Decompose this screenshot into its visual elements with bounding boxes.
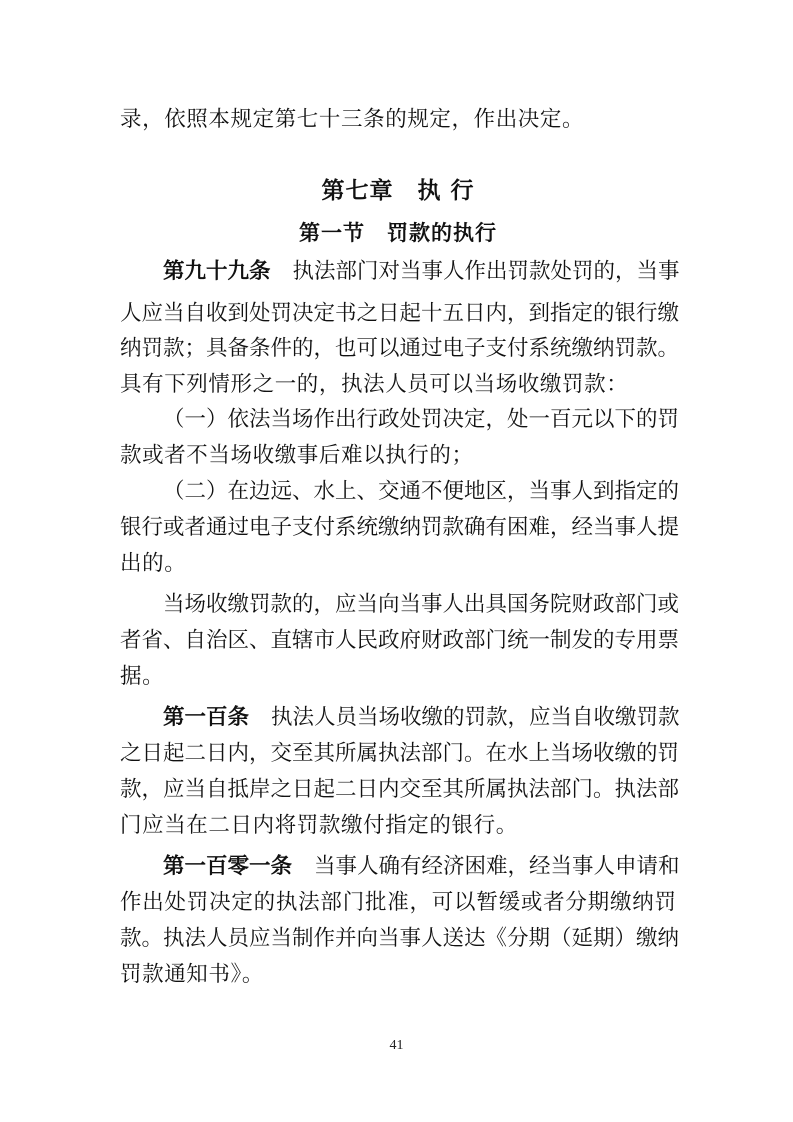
article-101-line-1	[120, 852, 680, 882]
article-100-text: 执法人员当场收缴的罚款，应当自收缴罚款	[271, 705, 680, 730]
article-99-paragraph-2-line-2: 者省、自治区、直辖市人民政府财政部门统一制发的专用票	[120, 628, 680, 653]
article-99-item-2-line-2: 银行或者通过电子支付系统缴纳罚款确有困难，经当事人提	[120, 515, 680, 540]
article-99-text: 执法部门对当事人作出罚款处罚的，当事	[292, 259, 680, 284]
article-100-line-3: 款，应当自抵岸之日起二日内交至其所属执法部门。执法部	[120, 777, 680, 802]
article-99-paragraph-2-line-1: 当场收缴罚款的，应当向当事人出具国务院财政部门或	[163, 592, 680, 617]
article-99-line-4: 具有下列情形之一的，执法人员可以当场收缴罚款：	[120, 372, 629, 397]
article-99-line-3: 纳罚款；具备条件的，也可以通过电子支付系统缴纳罚款。	[120, 336, 680, 361]
article-100-line-1	[120, 703, 680, 733]
article-99-line-1	[120, 257, 680, 287]
article-99-paragraph-2-line-3: 据。	[120, 664, 165, 689]
article-101-text: 当事人确有经济困难，经当事人申请和	[314, 854, 680, 879]
article-101-label: 第一百零一条	[163, 854, 293, 879]
article-101-line-3: 款。执法人员应当制作并向当事人送达《分期（延期）缴纳	[120, 926, 680, 951]
article-101-line-4: 罚款通知书》。	[120, 962, 264, 987]
article-100-line-4: 门应当在二日内将罚款缴付指定的银行。	[120, 813, 518, 838]
article-99-item-1-line-1: （一）依法当场作出行政处罚决定，处一百元以下的罚	[163, 407, 680, 432]
article-99-label: 第九十九条	[163, 259, 271, 284]
article-99-item-1-line-2: 款或者不当场收缴事后难以执行的；	[120, 443, 474, 468]
document-page	[120, 0, 680, 1122]
section-title: 第一节 罚款的执行	[299, 221, 497, 245]
article-99-item-2-line-1: （二）在边远、水上、交通不便地区，当事人到指定的	[163, 479, 680, 504]
chapter-title: 第七章 执 行	[321, 178, 475, 204]
continued-text-line: 录，依照本规定第七十三条的规定，作出决定。	[120, 107, 585, 132]
article-100-line-2: 之日起二日内，交至其所属执法部门。在水上当场收缴的罚	[120, 741, 680, 766]
article-100-label: 第一百条	[163, 705, 250, 730]
article-99-item-2-line-3: 出的。	[120, 551, 187, 576]
page-number: 41	[389, 1038, 404, 1053]
article-101-line-2: 作出处罚决定的执法部门批准，可以暂缓或者分期缴纳罚	[120, 890, 676, 915]
article-99-line-2: 人应当自收到处罚决定书之日起十五日内，到指定的银行缴	[120, 301, 680, 326]
